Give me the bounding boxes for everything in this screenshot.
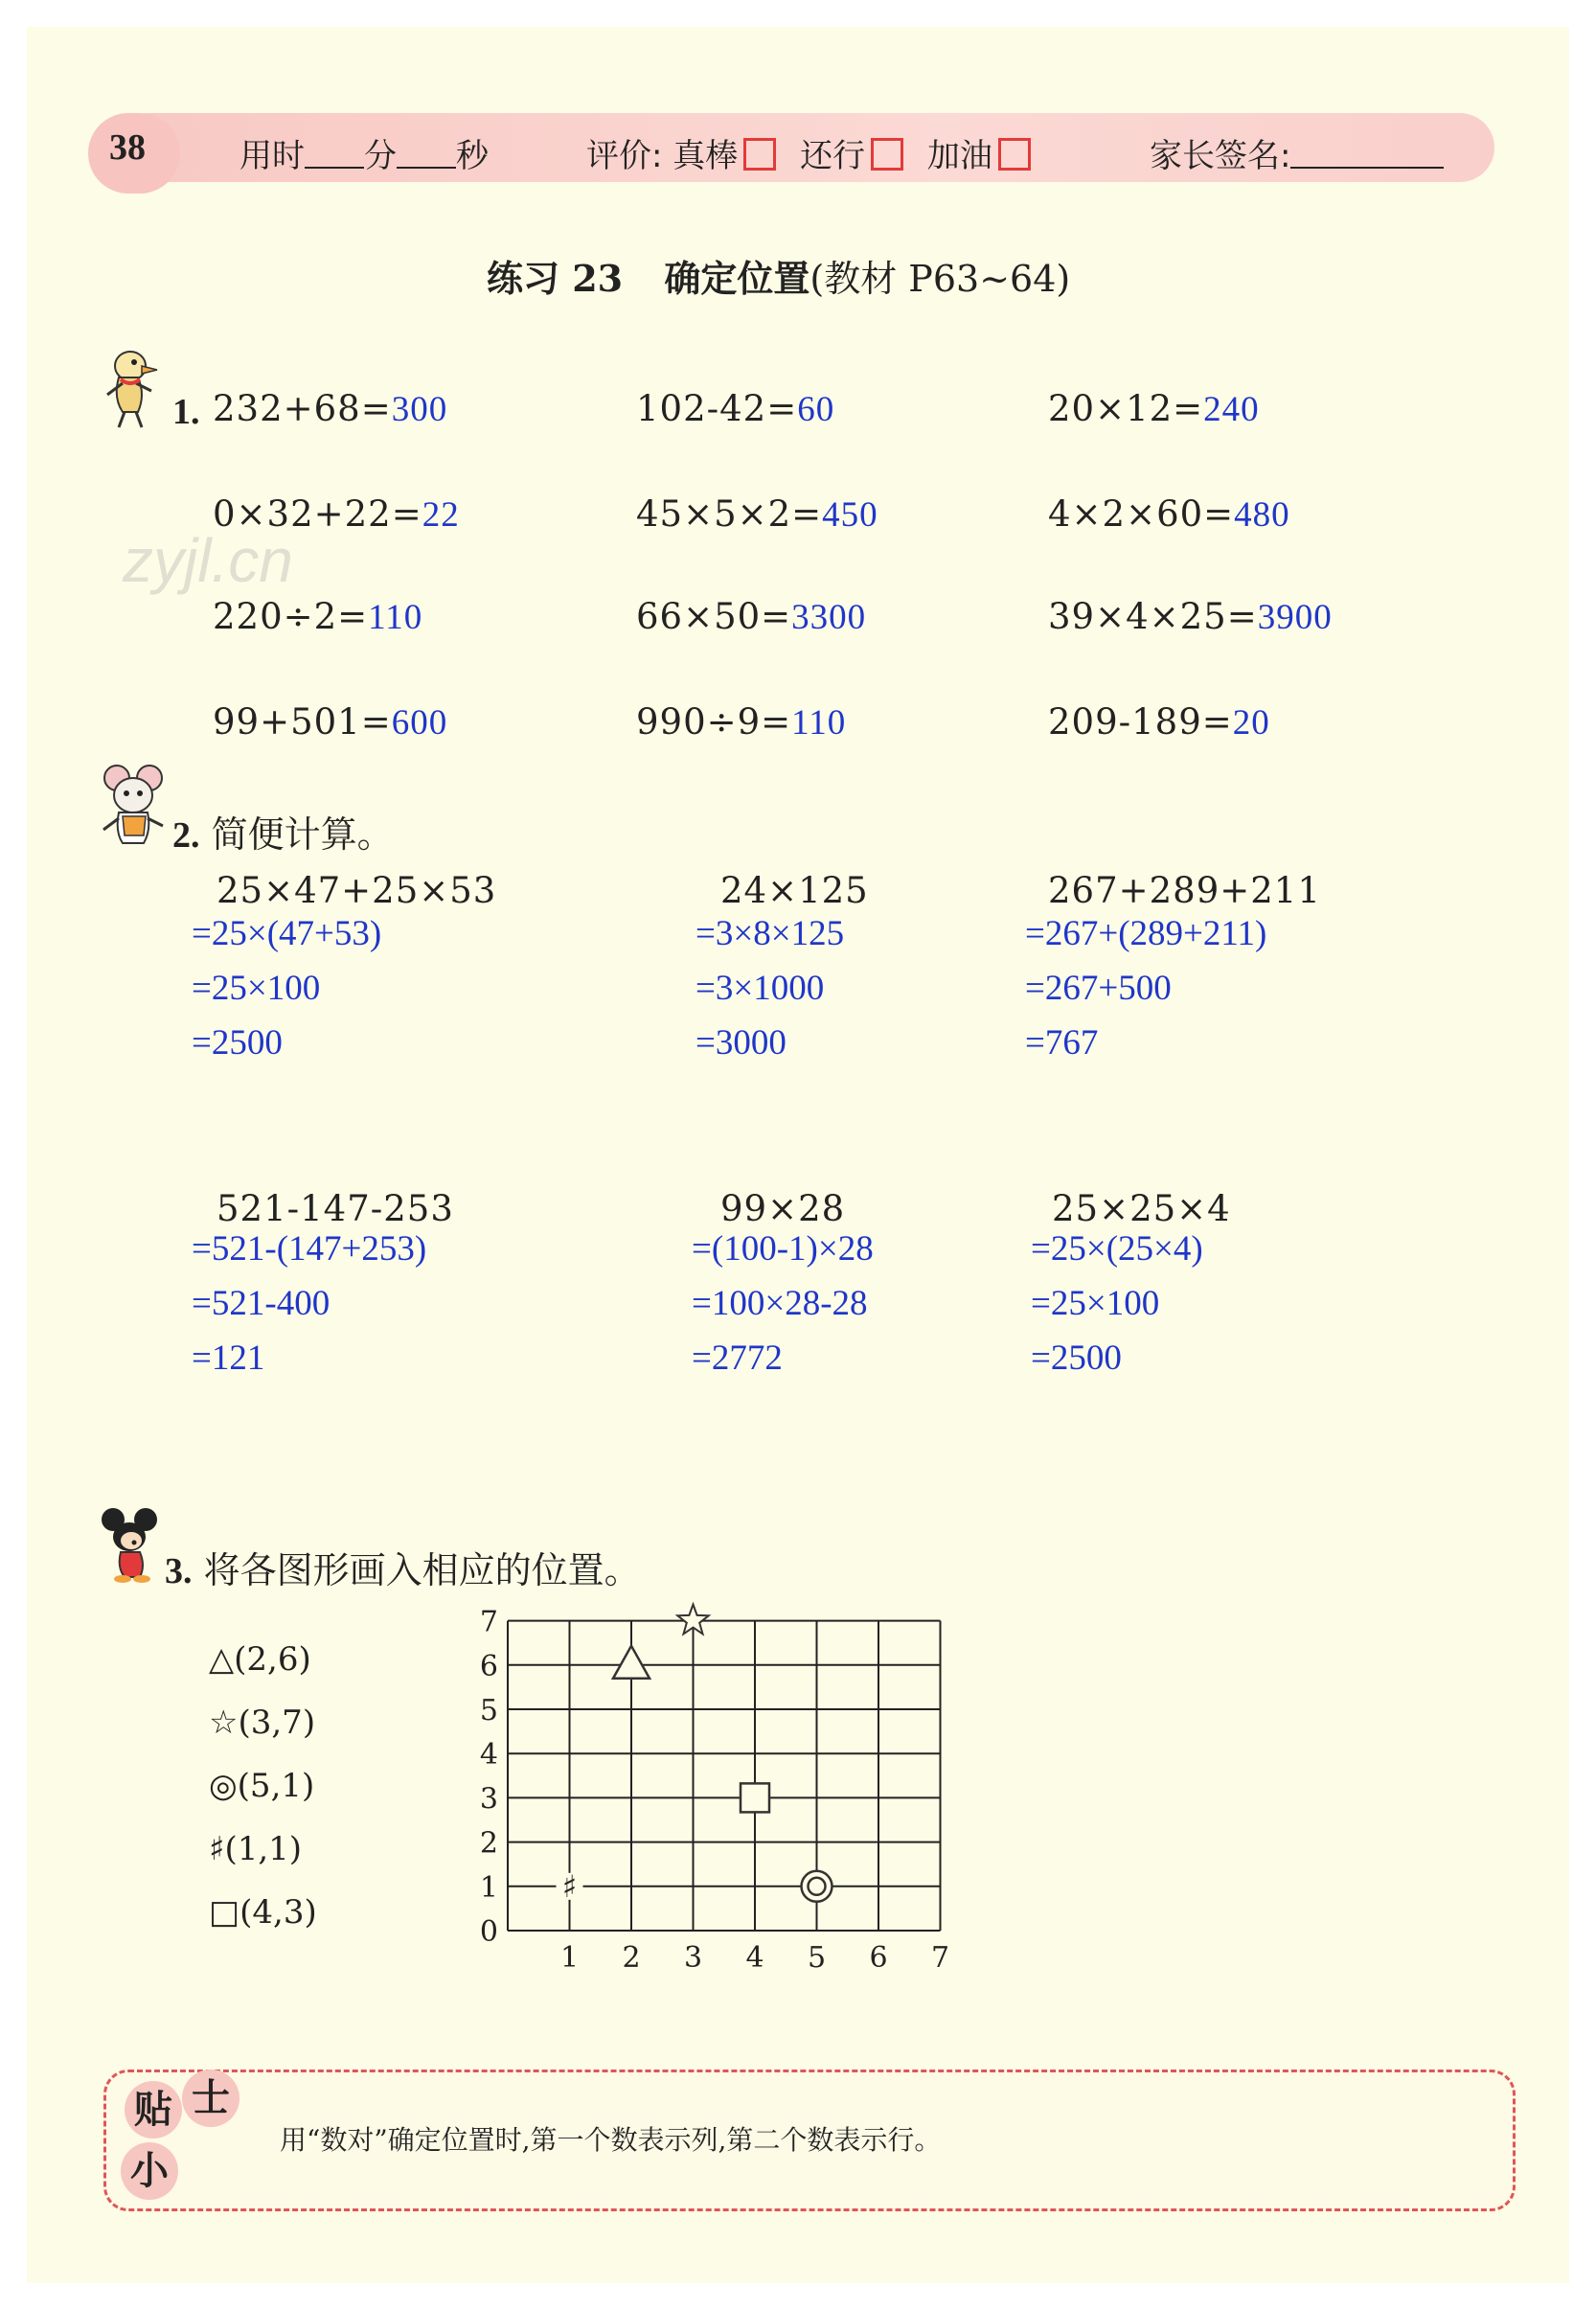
parent-sign-label: 家长签名: bbox=[1150, 137, 1291, 175]
q1-expr: 4×2×60= bbox=[1048, 493, 1235, 535]
y-tick-label: 3 bbox=[479, 1782, 498, 1817]
page-title bbox=[487, 249, 1070, 302]
q1-expr: 66×50= bbox=[636, 596, 792, 637]
rating-ok-label: 还行 bbox=[800, 137, 866, 175]
q2-expr: 521-147-253 bbox=[217, 1188, 454, 1229]
q1-item bbox=[213, 596, 422, 638]
tip-char-xiao: 小 bbox=[121, 2142, 178, 2200]
tip-text: 用“数对”确定位置时,第一个数表示列,第二个数表示行。 bbox=[280, 2124, 942, 2156]
q2-step: =25×(47+53) bbox=[192, 914, 382, 953]
rating bbox=[586, 129, 1031, 176]
q1-answer: 3900 bbox=[1257, 598, 1333, 637]
legend-square: □(4,3) bbox=[209, 1893, 317, 1932]
rating-try-checkbox[interactable] bbox=[998, 138, 1031, 171]
x-tick-label: 1 bbox=[559, 1941, 580, 1975]
q1-item bbox=[1048, 493, 1290, 536]
q1-answer: 240 bbox=[1203, 390, 1260, 429]
q2-step: =3×8×125 bbox=[695, 914, 845, 953]
q1-answer: 110 bbox=[368, 598, 423, 637]
q1-expr: 990÷9= bbox=[636, 701, 792, 743]
q2-heading bbox=[172, 805, 394, 858]
q2-step: =521-400 bbox=[192, 1284, 331, 1323]
q2-step: =267+500 bbox=[1025, 969, 1172, 1008]
rating-ok-checkbox[interactable] bbox=[871, 138, 903, 171]
q1-answer: 22 bbox=[422, 495, 460, 535]
q1-item bbox=[1048, 388, 1260, 430]
square-mark bbox=[741, 1783, 769, 1812]
q1-item bbox=[1048, 701, 1270, 743]
q2-step: =25×(25×4) bbox=[1031, 1229, 1203, 1269]
q2-expr: 24×125 bbox=[720, 870, 869, 911]
q2-expr: 267+289+211 bbox=[1048, 870, 1321, 911]
q1-number: 1. bbox=[172, 392, 200, 432]
q1-expr: 209-189= bbox=[1048, 701, 1233, 743]
x-tick-label: 6 bbox=[869, 1941, 888, 1975]
q1-item bbox=[636, 388, 834, 430]
q2-step: =25×100 bbox=[192, 969, 321, 1008]
q1-item bbox=[636, 493, 878, 536]
x-tick-label: 2 bbox=[622, 1941, 641, 1975]
mouse-character-icon bbox=[98, 1506, 165, 1583]
x-tick-label: 7 bbox=[930, 1941, 950, 1975]
outer-circle-mark bbox=[802, 1871, 832, 1902]
q2-step: =3000 bbox=[695, 1023, 787, 1063]
sharp-mark: ♯ bbox=[561, 1867, 578, 1905]
textbook-pages: (教材 P63~64) bbox=[809, 258, 1071, 300]
q2-step: =2772 bbox=[692, 1338, 783, 1378]
triangle-mark bbox=[613, 1646, 650, 1679]
q1-answer: 480 bbox=[1234, 495, 1290, 535]
legend-triangle: △(2,6) bbox=[209, 1640, 311, 1679]
rating-try-label: 加油 bbox=[926, 137, 992, 175]
q1-answer: 450 bbox=[822, 495, 878, 535]
q2-step: =521-(147+253) bbox=[192, 1229, 427, 1269]
y-tick-label: 2 bbox=[479, 1826, 498, 1861]
minute-label: 分 bbox=[364, 137, 397, 175]
parent-sign-blank[interactable] bbox=[1290, 142, 1444, 169]
q3-heading bbox=[165, 1541, 641, 1593]
mouse-mascot-icon bbox=[96, 763, 172, 851]
q1-answer: 300 bbox=[391, 390, 448, 429]
q1-item bbox=[213, 388, 447, 430]
minute-blank[interactable] bbox=[305, 142, 364, 169]
q1-answer: 600 bbox=[391, 703, 448, 743]
rating-great-checkbox[interactable] bbox=[743, 138, 776, 171]
q1-answer: 60 bbox=[797, 390, 835, 429]
q1-item bbox=[636, 596, 866, 638]
rating-great-label: 真棒 bbox=[673, 137, 739, 175]
x-tick-label: 4 bbox=[745, 1941, 764, 1975]
q1-answer: 20 bbox=[1232, 703, 1270, 743]
page-number: 38 bbox=[109, 127, 146, 168]
q1-expr: 102-42= bbox=[636, 388, 798, 429]
q2-number: 2. bbox=[172, 815, 200, 856]
q1-expr: 232+68= bbox=[213, 388, 392, 429]
second-blank[interactable] bbox=[397, 142, 456, 169]
q3-label: 将各图形画入相应的位置。 bbox=[203, 1549, 641, 1591]
time-record bbox=[239, 129, 489, 176]
q1-expr: 99+501= bbox=[213, 701, 392, 743]
tip-char-tie: 贴 bbox=[125, 2081, 182, 2138]
bird-mascot-icon bbox=[94, 345, 161, 431]
legend-star: ☆(3,7) bbox=[209, 1704, 316, 1742]
q1-item bbox=[636, 701, 846, 743]
y-tick-label: 7 bbox=[479, 1605, 498, 1639]
y-tick-label: 1 bbox=[479, 1870, 498, 1905]
q2-expr: 25×47+25×53 bbox=[217, 870, 497, 911]
coordinate-grid bbox=[469, 1590, 968, 1983]
q1-answer: 3300 bbox=[791, 598, 867, 637]
q2-step: =25×100 bbox=[1031, 1284, 1160, 1323]
q2-step: =100×28-28 bbox=[692, 1284, 868, 1323]
y-tick-label: 6 bbox=[479, 1649, 498, 1683]
watermark: zyjl.cn bbox=[123, 526, 293, 595]
rating-label: 评价: bbox=[586, 137, 663, 175]
tip-char-shi: 士 bbox=[182, 2070, 239, 2127]
q1-expr: 20×12= bbox=[1048, 388, 1204, 429]
q2-step: =267+(289+211) bbox=[1025, 914, 1267, 953]
q2-label: 简便计算。 bbox=[211, 813, 394, 856]
topic-label: 确定位置 bbox=[664, 257, 810, 300]
legend-sharp: ♯(1,1) bbox=[209, 1830, 303, 1868]
q2-expr: 99×28 bbox=[720, 1188, 846, 1229]
q1-expr: 0×32+22= bbox=[213, 493, 422, 535]
q3-number: 3. bbox=[165, 1551, 193, 1591]
q1-expr: 220÷2= bbox=[213, 596, 369, 637]
y-tick-label: 5 bbox=[479, 1694, 498, 1727]
q2-step: =(100-1)×28 bbox=[692, 1229, 874, 1269]
y-tick-label: 0 bbox=[479, 1915, 498, 1949]
q1-item bbox=[1048, 596, 1333, 638]
q1-item bbox=[213, 701, 447, 743]
second-label: 秒 bbox=[456, 137, 489, 175]
lesson-label: 练习 23 bbox=[487, 257, 624, 300]
q2-expr: 25×25×4 bbox=[1052, 1188, 1231, 1229]
legend-double-circle: ◎(5,1) bbox=[209, 1767, 315, 1805]
y-tick-label: 4 bbox=[479, 1738, 498, 1773]
q2-step: =3×1000 bbox=[695, 969, 825, 1008]
parent-signature bbox=[1150, 129, 1444, 176]
q1-item bbox=[213, 493, 460, 536]
x-tick-label: 3 bbox=[683, 1941, 703, 1975]
q2-step: =2500 bbox=[1031, 1338, 1122, 1378]
time-label: 用时 bbox=[239, 137, 305, 175]
q2-step: =121 bbox=[192, 1338, 265, 1378]
q2-step: =767 bbox=[1025, 1023, 1099, 1063]
q1-answer: 110 bbox=[791, 703, 847, 743]
q2-step: =2500 bbox=[192, 1023, 283, 1063]
q1-expr: 39×4×25= bbox=[1048, 596, 1258, 637]
x-tick-label: 5 bbox=[807, 1941, 827, 1975]
q1-expr: 45×5×2= bbox=[636, 493, 823, 535]
